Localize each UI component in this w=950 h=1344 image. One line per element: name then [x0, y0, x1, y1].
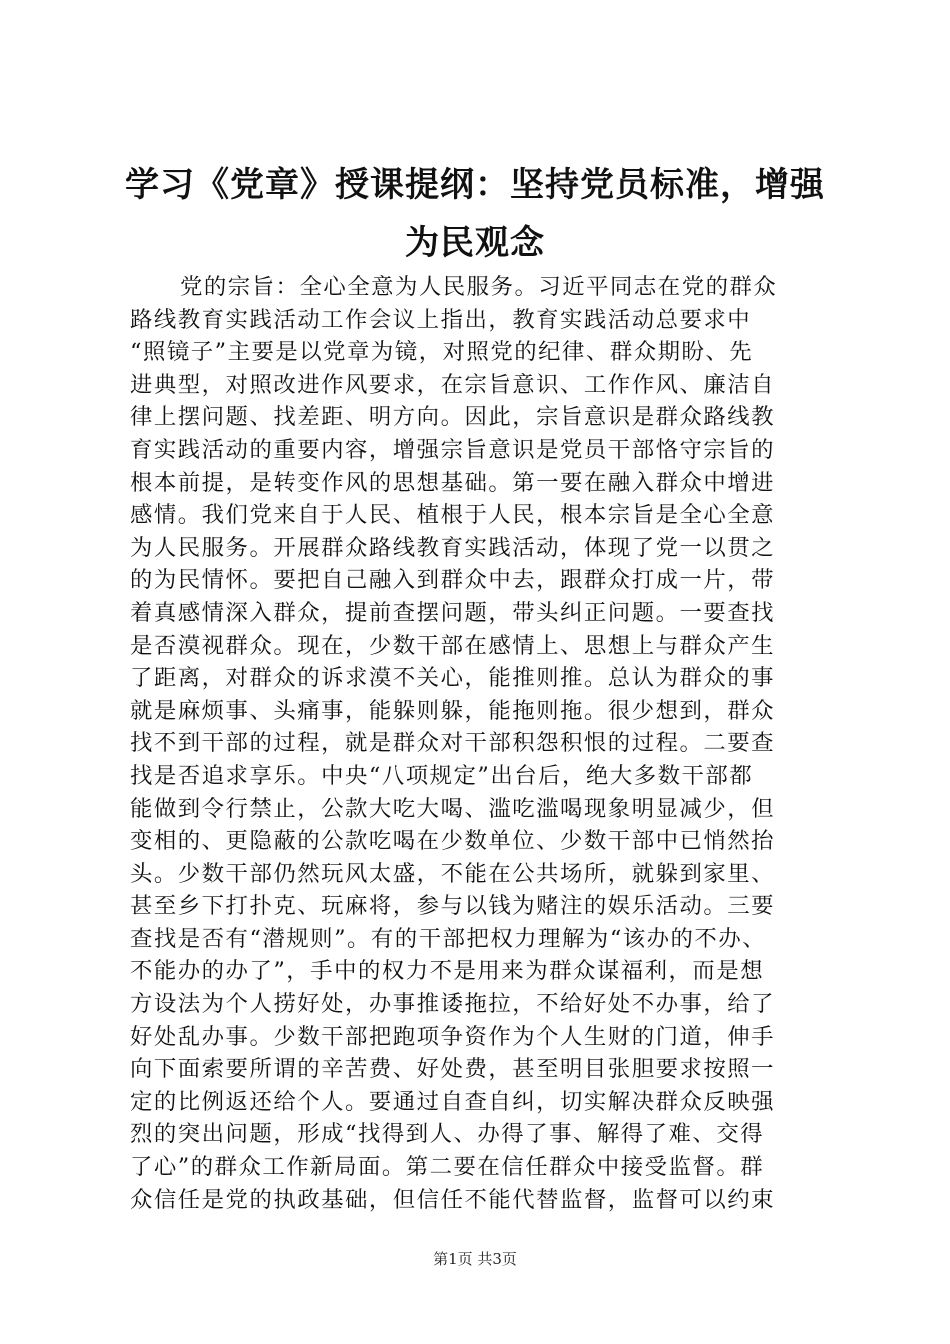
body-paragraph	[130, 271, 830, 1216]
body-line: 律上摆问题、找差距、明方向。因此，宗旨意识是群众路线教	[130, 404, 776, 431]
body-line: “照镜子”主要是以党章为镜，对照党的纪律、群众期盼、先	[130, 339, 754, 366]
body-line: 方设法为个人捞好处，办事推诿拖拉，不给好处不办事，给了	[130, 991, 776, 1018]
body-line: 了距离，对群众的诉求漠不关心，能推则推。总认为群众的事	[130, 665, 776, 692]
body-line: 路线教育实践活动工作会议上指出，教育实践活动总要求中	[130, 306, 752, 333]
title-line-1: 学习《党章》授课提纲：坚持党员标准，增强	[125, 165, 825, 205]
page-number-footer: 第1页 共3页	[433, 1250, 517, 1268]
body-line: 就是麻烦事、头痛事，能躲则躲，能拖则拖。很少想到，群众	[130, 697, 776, 724]
body-line: 感情。我们党来自于人民、植根于人民，根本宗旨是全心全意	[130, 502, 776, 529]
body-line: 是否漠视群众。现在，少数干部在感情上、思想上与群众产生	[130, 632, 776, 659]
title-line-2: 为民观念	[405, 223, 545, 263]
body-line: 查找是否有“潜规则”。有的干部把权力理解为“该办的不办、	[130, 925, 767, 952]
body-line: 为人民服务。开展群众路线教育实践活动，体现了党一以贯之	[130, 534, 776, 561]
body-line: 头。少数干部仍然玩风太盛，不能在公共场所，就躲到家里、	[130, 860, 776, 887]
body-line: 党的宗旨：全心全意为人民服务。习近平同志在党的群众	[180, 274, 778, 300]
document-title	[100, 156, 850, 272]
body-line: 变相的、更隐蔽的公款吃喝在少数单位、少数干部中已悄然抬	[130, 828, 776, 855]
body-line: 找不到干部的过程，就是群众对干部积怨积恨的过程。二要查	[130, 730, 776, 757]
body-line: 找是否追求享乐。中央“八项规定”出台后，绝大多数干部都	[130, 762, 754, 789]
body-line: 定的比例返还给个人。要通过自查自纠，切实解决群众反映强	[130, 1088, 776, 1115]
body-line: 的为民情怀。要把自己融入到群众中去，跟群众打成一片，带	[130, 567, 776, 594]
body-line: 众信任是党的执政基础，但信任不能代替监督，监督可以约束	[130, 1186, 776, 1213]
body-line: 能做到令行禁止，公款大吃大喝、滥吃滥喝现象明显减少，但	[130, 795, 776, 822]
body-line: 好处乱办事。少数干部把跑项争资作为个人生财的门道，伸手	[130, 1023, 776, 1050]
body-line: 根本前提，是转变作风的思想基础。第一要在融入群众中增进	[130, 469, 776, 496]
body-line: 向下面索要所谓的辛苦费、好处费，甚至明目张胆要求按照一	[130, 1056, 776, 1083]
body-line: 了心”的群众工作新局面。第二要在信任群众中接受监督。群	[130, 1154, 765, 1181]
body-line: 育实践活动的重要内容，增强宗旨意识是党员干部恪守宗旨的	[130, 436, 776, 463]
body-line: 进典型，对照改进作风要求，在宗旨意识、工作作风、廉洁自	[130, 371, 776, 398]
body-line: 甚至乡下打扑克、玩麻将，参与以钱为赌注的娱乐活动。三要	[130, 893, 776, 920]
body-line: 着真感情深入群众，提前查摆问题，带头纠正问题。一要查找	[130, 599, 776, 626]
body-line: 不能办的办了”，手中的权力不是用来为群众谋福利，而是想	[130, 958, 765, 985]
body-line: 烈的突出问题，形成“找得到人、办得了事、解得了难、交得	[130, 1121, 765, 1148]
